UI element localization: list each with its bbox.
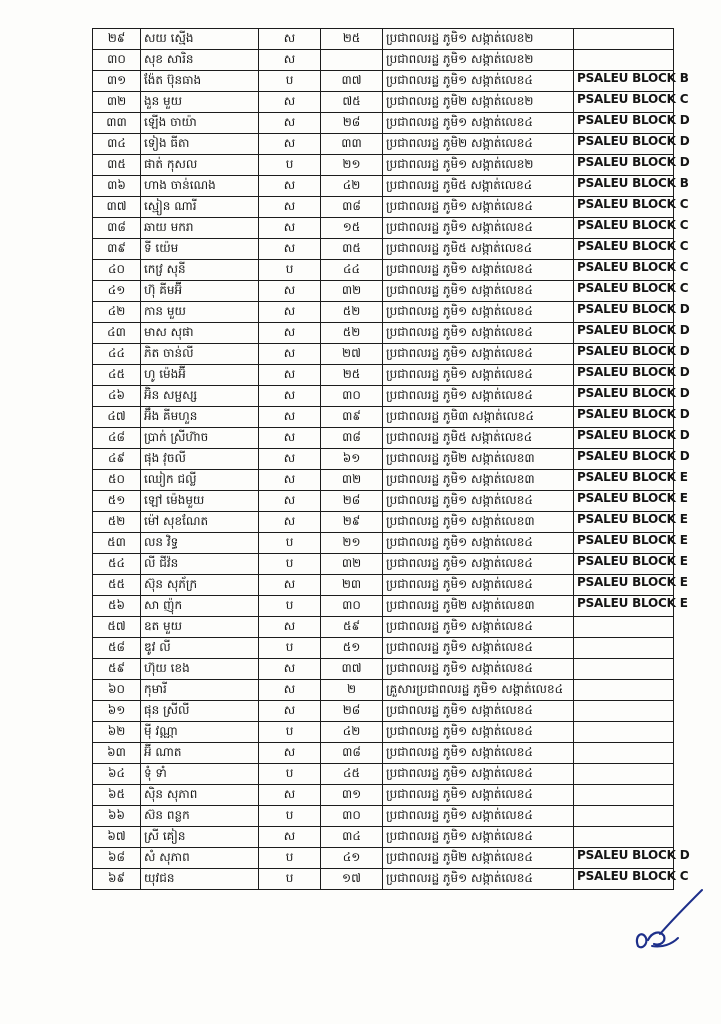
block-cell bbox=[574, 806, 674, 827]
name-cell: ទៀង ធីតា bbox=[141, 134, 259, 155]
block-cell bbox=[574, 701, 674, 722]
name-cell: ផុង វុចលី bbox=[141, 449, 259, 470]
row-number-cell: ៣៩ bbox=[93, 239, 141, 260]
table-row bbox=[93, 302, 674, 323]
row-number-cell: ៣៨ bbox=[93, 218, 141, 239]
block-cell: PSALEU BLOCK D bbox=[574, 155, 674, 176]
age-cell: ៥៩ bbox=[321, 617, 383, 638]
block-cell: PSALEU BLOCK D bbox=[574, 428, 674, 449]
sex-cell: ស bbox=[259, 827, 321, 848]
sex-cell: ប bbox=[259, 806, 321, 827]
table-row bbox=[93, 596, 674, 617]
block-cell: PSALEU BLOCK E bbox=[574, 596, 674, 617]
age-cell: ២៨ bbox=[321, 491, 383, 512]
age-cell: ៤២ bbox=[321, 722, 383, 743]
address-cell: ប្រជាពលរដ្ឋ ភូមិ២ សង្កាត់លេខ៤ bbox=[383, 134, 574, 155]
table-row bbox=[93, 617, 674, 638]
age-cell: ២៩ bbox=[321, 512, 383, 533]
age-cell: ២៣ bbox=[321, 575, 383, 596]
row-number-cell: ៣៤ bbox=[93, 134, 141, 155]
table-row bbox=[93, 407, 674, 428]
name-cell: លន វិទ្ធ bbox=[141, 533, 259, 554]
address-cell: ប្រជាពលរដ្ឋ ភូមិ១ សង្កាត់លេខ៣ bbox=[383, 512, 574, 533]
block-cell bbox=[574, 638, 674, 659]
row-number-cell: ៦៥ bbox=[93, 785, 141, 806]
block-cell: PSALEU BLOCK C bbox=[574, 869, 674, 890]
row-number-cell: ៣៧ bbox=[93, 197, 141, 218]
block-cell: PSALEU BLOCK D bbox=[574, 365, 674, 386]
age-cell bbox=[321, 50, 383, 71]
block-cell: PSALEU BLOCK C bbox=[574, 218, 674, 239]
age-cell: ៣៣ bbox=[321, 134, 383, 155]
age-cell: ១៥ bbox=[321, 218, 383, 239]
sex-cell: ប bbox=[259, 71, 321, 92]
address-cell: ប្រជាពលរដ្ឋ ភូមិ១ សង្កាត់លេខ៤ bbox=[383, 554, 574, 575]
sex-cell: ស bbox=[259, 92, 321, 113]
block-cell: PSALEU BLOCK D bbox=[574, 386, 674, 407]
block-cell: PSALEU BLOCK D bbox=[574, 113, 674, 134]
age-cell: ៣២ bbox=[321, 470, 383, 491]
row-number-cell: ៦៨ bbox=[93, 848, 141, 869]
row-number-cell: ៤៩ bbox=[93, 449, 141, 470]
name-cell: ហាង ចាន់ណេង bbox=[141, 176, 259, 197]
table-row bbox=[93, 869, 674, 890]
block-cell: PSALEU BLOCK B bbox=[574, 176, 674, 197]
row-number-cell: ៥៧ bbox=[93, 617, 141, 638]
table-row bbox=[93, 386, 674, 407]
block-cell bbox=[574, 764, 674, 785]
address-cell: ប្រជាពលរដ្ឋ ភូមិ៣ សង្កាត់លេខ៤ bbox=[383, 407, 574, 428]
age-cell: ២១ bbox=[321, 155, 383, 176]
address-cell: ប្រជាពលរដ្ឋ ភូមិ១ សង្កាត់លេខ៤ bbox=[383, 365, 574, 386]
block-cell: PSALEU BLOCK D bbox=[574, 302, 674, 323]
block-cell: PSALEU BLOCK E bbox=[574, 491, 674, 512]
sex-cell: ស bbox=[259, 659, 321, 680]
name-cell: យុវជន bbox=[141, 869, 259, 890]
address-cell: ប្រជាពលរដ្ឋ ភូមិ១ សង្កាត់លេខ៣ bbox=[383, 470, 574, 491]
row-number-cell: ៣១ bbox=[93, 71, 141, 92]
sex-cell: ប bbox=[259, 554, 321, 575]
table-row bbox=[93, 155, 674, 176]
age-cell: ៣៩ bbox=[321, 407, 383, 428]
handwritten-signature bbox=[630, 888, 710, 958]
block-cell: PSALEU BLOCK C bbox=[574, 260, 674, 281]
row-number-cell: ៣០ bbox=[93, 50, 141, 71]
name-cell: សយ ស្មើង bbox=[141, 29, 259, 50]
name-cell: សំ សុភាព bbox=[141, 848, 259, 869]
address-cell: ប្រជាពលរដ្ឋ ភូមិ១ សង្កាត់លេខ៤ bbox=[383, 806, 574, 827]
address-cell: ប្រជាពលរដ្ឋ ភូមិ២ សង្កាត់លេខ៤ bbox=[383, 848, 574, 869]
sex-cell: ស bbox=[259, 743, 321, 764]
age-cell: ២៥ bbox=[321, 29, 383, 50]
block-cell bbox=[574, 680, 674, 701]
age-cell: ៣៥ bbox=[321, 239, 383, 260]
block-cell: PSALEU BLOCK C bbox=[574, 239, 674, 260]
row-number-cell: ២៩ bbox=[93, 29, 141, 50]
address-cell: ប្រជាពលរដ្ឋ ភូមិ១ សង្កាត់លេខ២ bbox=[383, 155, 574, 176]
table-row bbox=[93, 50, 674, 71]
address-cell: ប្រជាពលរដ្ឋ ភូមិ១ សង្កាត់លេខ៤ bbox=[383, 659, 574, 680]
row-number-cell: ៣៣ bbox=[93, 113, 141, 134]
table-row bbox=[93, 449, 674, 470]
age-cell: ៣២ bbox=[321, 281, 383, 302]
sex-cell: ប bbox=[259, 533, 321, 554]
table-row bbox=[93, 239, 674, 260]
name-cell: ហ៊ុ គីមអ៊ី bbox=[141, 281, 259, 302]
name-cell: ងួន មួយ bbox=[141, 92, 259, 113]
age-cell: ៣០ bbox=[321, 386, 383, 407]
table-row bbox=[93, 323, 674, 344]
table-row bbox=[93, 827, 674, 848]
age-cell: ២៧ bbox=[321, 344, 383, 365]
row-number-cell: ៦៤ bbox=[93, 764, 141, 785]
address-cell: ប្រជាពលរដ្ឋ ភូមិ១ សង្កាត់លេខ៤ bbox=[383, 260, 574, 281]
sex-cell: ស bbox=[259, 575, 321, 596]
block-cell bbox=[574, 50, 674, 71]
address-cell: ប្រជាពលរដ្ឋ ភូមិ១ សង្កាត់លេខ៤ bbox=[383, 743, 574, 764]
age-cell: ៥២ bbox=[321, 302, 383, 323]
name-cell: ឧត មួយ bbox=[141, 617, 259, 638]
row-number-cell: ៤៣ bbox=[93, 323, 141, 344]
name-cell: ម៉ៅ សុខណែត bbox=[141, 512, 259, 533]
address-cell: ប្រជាពលរដ្ឋ ភូមិ១ សង្កាត់លេខ៤ bbox=[383, 113, 574, 134]
address-cell: ប្រជាពលរដ្ឋ ភូមិ១ សង្កាត់លេខ៤ bbox=[383, 827, 574, 848]
block-cell: PSALEU BLOCK E bbox=[574, 512, 674, 533]
row-number-cell: ៣៥ bbox=[93, 155, 141, 176]
table-row bbox=[93, 491, 674, 512]
sex-cell: ប bbox=[259, 260, 321, 281]
roster-table bbox=[92, 28, 690, 890]
table-row bbox=[93, 785, 674, 806]
address-cell: ប្រជាពលរដ្ឋ ភូមិ១ សង្កាត់លេខ៤ bbox=[383, 344, 574, 365]
address-cell: ប្រជាពលរដ្ឋ ភូមិ១ សង្កាត់លេខ២ bbox=[383, 50, 574, 71]
name-cell: ង៉ែត ប៊ុនធាង bbox=[141, 71, 259, 92]
address-cell: ប្រជាពលរដ្ឋ ភូមិ៥ សង្កាត់លេខ៤ bbox=[383, 176, 574, 197]
table-row bbox=[93, 428, 674, 449]
row-number-cell: ៦១ bbox=[93, 701, 141, 722]
table-row bbox=[93, 197, 674, 218]
table-row bbox=[93, 806, 674, 827]
name-cell: ហូ ម៉េងអ៊ី bbox=[141, 365, 259, 386]
row-number-cell: ៤២ bbox=[93, 302, 141, 323]
table-row bbox=[93, 29, 674, 50]
sex-cell: ប bbox=[259, 764, 321, 785]
sex-cell: ស bbox=[259, 407, 321, 428]
table-row bbox=[93, 176, 674, 197]
address-cell: ប្រជាពលរដ្ឋ ភូមិ១ សង្កាត់លេខ៤ bbox=[383, 638, 574, 659]
sex-cell: ស bbox=[259, 428, 321, 449]
name-cell: ប្រាក់ ស្រីហ៊ាច bbox=[141, 428, 259, 449]
name-cell: អ៊ិន សម្ផស្ស bbox=[141, 386, 259, 407]
address-cell: ប្រជាពលរដ្ឋ ភូមិ១ សង្កាត់លេខ៤ bbox=[383, 722, 574, 743]
block-cell: PSALEU BLOCK E bbox=[574, 575, 674, 596]
sex-cell: ស bbox=[259, 134, 321, 155]
block-cell: PSALEU BLOCK D bbox=[574, 134, 674, 155]
table-row bbox=[93, 722, 674, 743]
name-cell: ផុន ស្រីលី bbox=[141, 701, 259, 722]
table-row bbox=[93, 344, 674, 365]
row-number-cell: ៦០ bbox=[93, 680, 141, 701]
sex-cell: ប bbox=[259, 869, 321, 890]
address-cell: ប្រជាពលរដ្ឋ ភូមិ១ សង្កាត់លេខ៤ bbox=[383, 701, 574, 722]
address-cell: ប្រជាពលរដ្ឋ ភូមិ១ សង្កាត់លេខ៤ bbox=[383, 218, 574, 239]
table-row bbox=[93, 512, 674, 533]
sex-cell: ស bbox=[259, 386, 321, 407]
block-cell bbox=[574, 827, 674, 848]
age-cell: ២៥ bbox=[321, 365, 383, 386]
address-cell: ប្រជាពលរដ្ឋ ភូមិ១ សង្កាត់លេខ៤ bbox=[383, 575, 574, 596]
name-cell: ស៊ិន សុភាព bbox=[141, 785, 259, 806]
sex-cell: ស bbox=[259, 176, 321, 197]
name-cell: ឈៀក ជល្លី bbox=[141, 470, 259, 491]
name-cell: ឆាយ មករា bbox=[141, 218, 259, 239]
sex-cell: ស bbox=[259, 491, 321, 512]
name-cell: ទុំ ទាំ bbox=[141, 764, 259, 785]
name-cell: ឡើង ចាយ៉ា bbox=[141, 113, 259, 134]
block-cell: PSALEU BLOCK E bbox=[574, 470, 674, 491]
age-cell: ៣៧ bbox=[321, 71, 383, 92]
block-cell bbox=[574, 722, 674, 743]
block-cell: PSALEU BLOCK D bbox=[574, 848, 674, 869]
sex-cell: ស bbox=[259, 365, 321, 386]
name-cell: ឌូវ លី bbox=[141, 638, 259, 659]
name-cell: កេវ្រ សុនី bbox=[141, 260, 259, 281]
row-number-cell: ៤៦ bbox=[93, 386, 141, 407]
sex-cell: ប bbox=[259, 155, 321, 176]
age-cell: ៣៨ bbox=[321, 428, 383, 449]
age-cell: ១៧ bbox=[321, 869, 383, 890]
sex-cell: ស bbox=[259, 50, 321, 71]
sex-cell: ស bbox=[259, 470, 321, 491]
address-cell: ប្រជាពលរដ្ឋ ភូមិ៥ សង្កាត់លេខ៤ bbox=[383, 239, 574, 260]
block-cell: PSALEU BLOCK E bbox=[574, 554, 674, 575]
sex-cell: ស bbox=[259, 239, 321, 260]
row-number-cell: ៦៣ bbox=[93, 743, 141, 764]
sex-cell: ប bbox=[259, 722, 321, 743]
address-cell: ប្រជាពលរដ្ឋ ភូមិ១ សង្កាត់លេខ៤ bbox=[383, 281, 574, 302]
block-cell bbox=[574, 617, 674, 638]
address-cell: ប្រជាពលរដ្ឋ ភូមិ១ សង្កាត់លេខ៤ bbox=[383, 764, 574, 785]
sex-cell: ស bbox=[259, 680, 321, 701]
table-row bbox=[93, 134, 674, 155]
block-cell: PSALEU BLOCK C bbox=[574, 281, 674, 302]
address-cell: ប្រជាពលរដ្ឋ ភូមិ១ សង្កាត់លេខ៤ bbox=[383, 302, 574, 323]
row-number-cell: ៥២ bbox=[93, 512, 141, 533]
age-cell: ៣០ bbox=[321, 596, 383, 617]
block-cell: PSALEU BLOCK D bbox=[574, 344, 674, 365]
row-number-cell: ៣៦ bbox=[93, 176, 141, 197]
name-cell: សុខ សារិន bbox=[141, 50, 259, 71]
name-cell: អ៊ឹង គីមហួន bbox=[141, 407, 259, 428]
age-cell: ៥១ bbox=[321, 638, 383, 659]
row-number-cell: ៤៤ bbox=[93, 344, 141, 365]
sex-cell: ស bbox=[259, 512, 321, 533]
block-cell: PSALEU BLOCK C bbox=[574, 197, 674, 218]
sex-cell: ស bbox=[259, 218, 321, 239]
block-cell: PSALEU BLOCK E bbox=[574, 533, 674, 554]
name-cell: អ៊ី ណាត bbox=[141, 743, 259, 764]
table-row bbox=[93, 848, 674, 869]
name-cell: លី ជីវ៉ន bbox=[141, 554, 259, 575]
table-row bbox=[93, 638, 674, 659]
block-cell: PSALEU BLOCK D bbox=[574, 323, 674, 344]
address-cell: ប្រជាពលរដ្ឋ ភូមិ១ សង្កាត់លេខ៤ bbox=[383, 491, 574, 512]
age-cell: ៤១ bbox=[321, 848, 383, 869]
roster-body bbox=[93, 29, 690, 890]
sex-cell: ស bbox=[259, 785, 321, 806]
block-cell bbox=[574, 743, 674, 764]
age-cell: ៥២ bbox=[321, 323, 383, 344]
sex-cell: ស bbox=[259, 344, 321, 365]
row-number-cell: ៥៩ bbox=[93, 659, 141, 680]
table-row bbox=[93, 533, 674, 554]
sex-cell: ស bbox=[259, 29, 321, 50]
sex-cell: ប bbox=[259, 596, 321, 617]
row-number-cell: ៥៤ bbox=[93, 554, 141, 575]
name-cell: មាស សុផា bbox=[141, 323, 259, 344]
sex-cell: ស bbox=[259, 701, 321, 722]
name-cell: ម៉ី វណ្ណា bbox=[141, 722, 259, 743]
age-cell: ៤៤ bbox=[321, 260, 383, 281]
name-cell: ទី យ៉េម bbox=[141, 239, 259, 260]
name-cell: សា ញ៉ុក bbox=[141, 596, 259, 617]
address-cell: ប្រជាពលរដ្ឋ ភូមិ១ សង្កាត់លេខ៤ bbox=[383, 386, 574, 407]
age-cell: ៣៨ bbox=[321, 743, 383, 764]
row-number-cell: ៤៨ bbox=[93, 428, 141, 449]
name-cell: កុមារី bbox=[141, 680, 259, 701]
row-number-cell: ៥១ bbox=[93, 491, 141, 512]
address-cell: ប្រជាពលរដ្ឋ ភូមិ១ សង្កាត់លេខ៤ bbox=[383, 323, 574, 344]
age-cell: ៣៨ bbox=[321, 197, 383, 218]
sex-cell: ស bbox=[259, 449, 321, 470]
table-row bbox=[93, 470, 674, 491]
address-cell: ប្រជាពលរដ្ឋ ភូមិ១ សង្កាត់លេខ៤ bbox=[383, 71, 574, 92]
table-row bbox=[93, 701, 674, 722]
table-row bbox=[93, 281, 674, 302]
address-cell: ប្រជាពលរដ្ឋ ភូមិ១ សង្កាត់លេខ៤ bbox=[383, 617, 574, 638]
age-cell: ៣៧ bbox=[321, 659, 383, 680]
row-number-cell: ៤៧ bbox=[93, 407, 141, 428]
table-row bbox=[93, 575, 674, 596]
row-number-cell: ៥៣ bbox=[93, 533, 141, 554]
block-cell bbox=[574, 29, 674, 50]
table-row bbox=[93, 260, 674, 281]
age-cell: ៣២ bbox=[321, 554, 383, 575]
name-cell: ស៊ន ពន្លក bbox=[141, 806, 259, 827]
age-cell: ២៨ bbox=[321, 113, 383, 134]
name-cell: ឡៅ ម៉េងមួយ bbox=[141, 491, 259, 512]
sex-cell: ស bbox=[259, 113, 321, 134]
age-cell: ៦១ bbox=[321, 449, 383, 470]
table-row bbox=[93, 92, 674, 113]
row-number-cell: ៤១ bbox=[93, 281, 141, 302]
row-number-cell: ៣២ bbox=[93, 92, 141, 113]
age-cell: ៣០ bbox=[321, 806, 383, 827]
block-cell: PSALEU BLOCK D bbox=[574, 449, 674, 470]
age-cell: ៤៥ bbox=[321, 764, 383, 785]
age-cell: ៣៤ bbox=[321, 827, 383, 848]
block-cell bbox=[574, 659, 674, 680]
age-cell: ៤២ bbox=[321, 176, 383, 197]
sex-cell: ស bbox=[259, 323, 321, 344]
sex-cell: ប bbox=[259, 638, 321, 659]
age-cell: ៣១ bbox=[321, 785, 383, 806]
address-cell: ប្រជាពលរដ្ឋ ភូមិ១ សង្កាត់លេខ៤ bbox=[383, 533, 574, 554]
name-cell: កាន មួយ bbox=[141, 302, 259, 323]
name-cell: ស្មៀន ណារី bbox=[141, 197, 259, 218]
table-row bbox=[93, 680, 674, 701]
table-row bbox=[93, 365, 674, 386]
address-cell: ប្រជាពលរដ្ឋ ភូមិ២ សង្កាត់លេខ២ bbox=[383, 92, 574, 113]
age-cell: ២ bbox=[321, 680, 383, 701]
table-row bbox=[93, 113, 674, 134]
row-number-cell: ៥៦ bbox=[93, 596, 141, 617]
row-number-cell: ៤០ bbox=[93, 260, 141, 281]
table-row bbox=[93, 659, 674, 680]
sex-cell: ស bbox=[259, 302, 321, 323]
age-cell: ៧៥ bbox=[321, 92, 383, 113]
row-number-cell: ៦២ bbox=[93, 722, 141, 743]
name-cell: ផាត់ កុសល bbox=[141, 155, 259, 176]
address-cell: ប្រជាពលរដ្ឋ ភូមិ១ សង្កាត់លេខ៤ bbox=[383, 197, 574, 218]
row-number-cell: ៦៦ bbox=[93, 806, 141, 827]
age-cell: ២៨ bbox=[321, 701, 383, 722]
address-cell: ប្រជាពលរដ្ឋ ភូមិ១ សង្កាត់លេខ២ bbox=[383, 29, 574, 50]
row-number-cell: ៦៧ bbox=[93, 827, 141, 848]
sex-cell: ស bbox=[259, 281, 321, 302]
table-row bbox=[93, 764, 674, 785]
table-row bbox=[93, 71, 674, 92]
name-cell: ភិត ចាន់លី bbox=[141, 344, 259, 365]
address-cell: ប្រជាពលរដ្ឋ ភូមិ៥ សង្កាត់លេខ៤ bbox=[383, 428, 574, 449]
address-cell: គ្រួសារប្រជាពលរដ្ឋ ភូមិ១ សង្កាត់លេខ៤ bbox=[383, 680, 574, 701]
sex-cell: ស bbox=[259, 197, 321, 218]
name-cell: ស៊ុន សុភ័ក្រ bbox=[141, 575, 259, 596]
table-row bbox=[93, 554, 674, 575]
name-cell: ស្រី គៀន bbox=[141, 827, 259, 848]
block-cell: PSALEU BLOCK B bbox=[574, 71, 674, 92]
row-number-cell: ៤៥ bbox=[93, 365, 141, 386]
address-cell: ប្រជាពលរដ្ឋ ភូមិ២ សង្កាត់លេខ៣ bbox=[383, 449, 574, 470]
sex-cell: ប bbox=[259, 848, 321, 869]
row-number-cell: ៥៨ bbox=[93, 638, 141, 659]
age-cell: ២១ bbox=[321, 533, 383, 554]
row-number-cell: ៥០ bbox=[93, 470, 141, 491]
row-number-cell: ៥៥ bbox=[93, 575, 141, 596]
block-cell: PSALEU BLOCK C bbox=[574, 92, 674, 113]
block-cell bbox=[574, 785, 674, 806]
sex-cell: ស bbox=[259, 617, 321, 638]
name-cell: ហ៊ុយ ខេង bbox=[141, 659, 259, 680]
address-cell: ប្រជាពលរដ្ឋ ភូមិ២ សង្កាត់លេខ៣ bbox=[383, 596, 574, 617]
table-row bbox=[93, 218, 674, 239]
row-number-cell: ៦៩ bbox=[93, 869, 141, 890]
block-cell: PSALEU BLOCK D bbox=[574, 407, 674, 428]
table-row bbox=[93, 743, 674, 764]
address-cell: ប្រជាពលរដ្ឋ ភូមិ១ សង្កាត់លេខ៤ bbox=[383, 785, 574, 806]
address-cell: ប្រជាពលរដ្ឋ ភូមិ១ សង្កាត់លេខ៤ bbox=[383, 869, 574, 890]
